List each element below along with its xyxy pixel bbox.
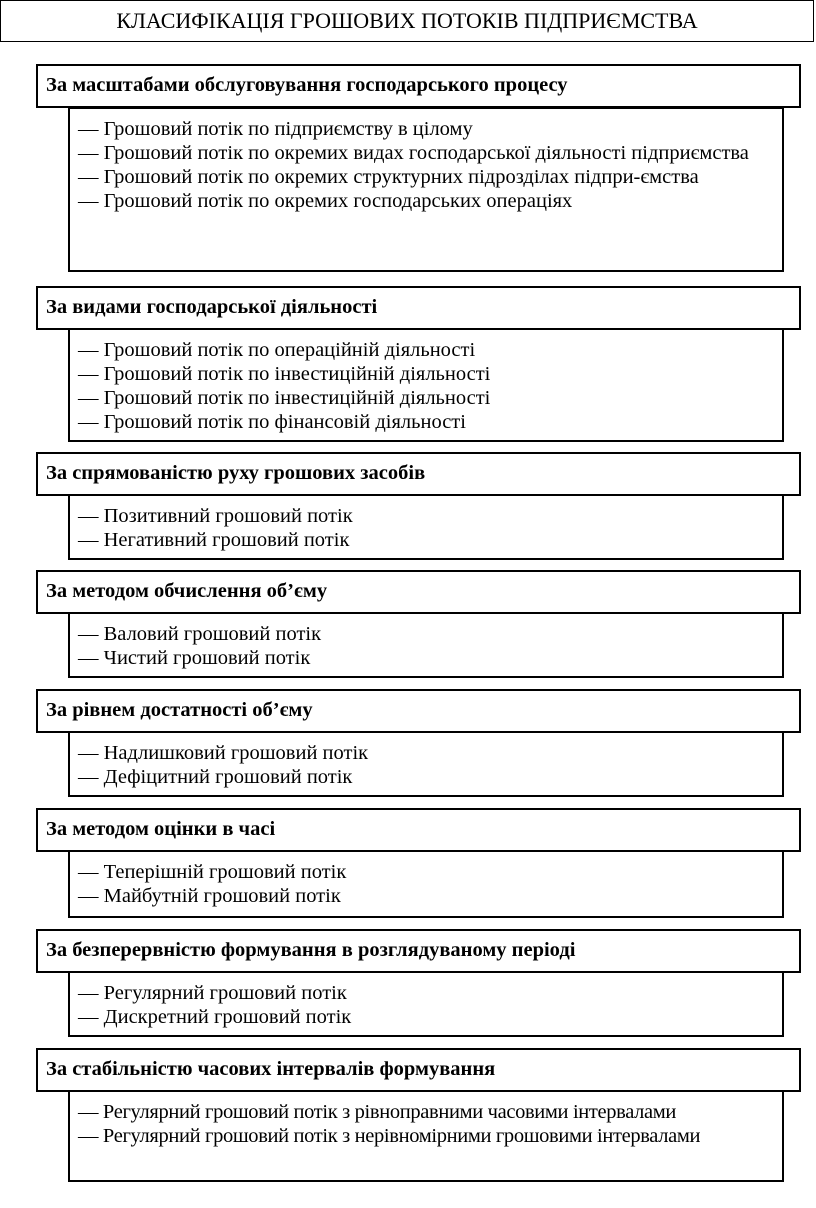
- category-heading-sufficiency: За рівнем достатності об’єму: [36, 689, 801, 733]
- list-item: — Дефіцитний грошовий потік: [78, 766, 353, 788]
- list-item: — Регулярний грошовий потік: [78, 982, 347, 1004]
- category-heading-direction: За спрямованістю руху грошових засобів: [36, 452, 801, 496]
- list-item: — Грошовий потік по інвестиційній діяльності: [78, 363, 491, 385]
- category-heading-scale: За масштабами обслуговування господарського процесу: [36, 64, 801, 108]
- list-item: — Негативний грошовий потік: [78, 529, 350, 551]
- diagram-title: КЛАСИФІКАЦІЯ ГРОШОВИХ ПОТОКІВ ПІДПРИЄМСТВА: [0, 0, 814, 42]
- list-item: — Грошовий потік по операційній діяльності: [78, 339, 476, 361]
- category-items-scale: [68, 107, 784, 272]
- list-item: — Регулярний грошовий потік з нерівномірними грошовими інтервалами: [78, 1125, 701, 1147]
- category-heading-interval-stability: За стабільністю часових інтервалів формування: [36, 1048, 801, 1092]
- list-item: — Майбутній грошовий потік: [78, 885, 341, 907]
- list-item: — Валовий грошовий потік: [78, 623, 322, 645]
- list-item: — Чистий грошовий потік: [78, 647, 311, 669]
- category-heading-activity: За видами господарської діяльності: [36, 286, 801, 330]
- list-item: — Грошовий потік по підприємству в цілому: [78, 118, 473, 140]
- category-items-sufficiency: [68, 731, 784, 797]
- list-item: — Дискретний грошовий потік: [78, 1006, 352, 1028]
- category-items-time-valuation: [68, 850, 784, 918]
- list-item: — Грошовий потік по окремих видах господарської діяльності підприємства: [78, 142, 749, 164]
- category-items-volume-method: [68, 612, 784, 678]
- list-item: — Грошовий потік по окремих господарських операціях: [78, 190, 573, 212]
- category-items-activity: [68, 328, 784, 442]
- category-items-continuity: [68, 971, 784, 1037]
- list-item: — Теперішній грошовий потік: [78, 861, 347, 883]
- list-item: — Регулярний грошовий потік з рівноправними часовими інтервалами: [78, 1101, 677, 1123]
- list-item: — Грошовий потік по фінансовій діяльності: [78, 411, 466, 433]
- category-items-interval-stability: [68, 1090, 784, 1182]
- list-item: — Позитивний грошовий потік: [78, 505, 353, 527]
- category-heading-volume-method: За методом обчислення об’єму: [36, 570, 801, 614]
- category-heading-continuity: За безперервністю формування в розглядуваному періоді: [36, 929, 801, 973]
- category-items-direction: [68, 494, 784, 560]
- list-item: — Грошовий потік по інвестиційній діяльності: [78, 387, 491, 409]
- list-item: — Надлишковий грошовий потік: [78, 742, 369, 764]
- category-heading-time-valuation: За методом оцінки в часі: [36, 808, 801, 852]
- list-item: — Грошовий потік по окремих структурних підрозділах підпри-ємства: [78, 166, 699, 188]
